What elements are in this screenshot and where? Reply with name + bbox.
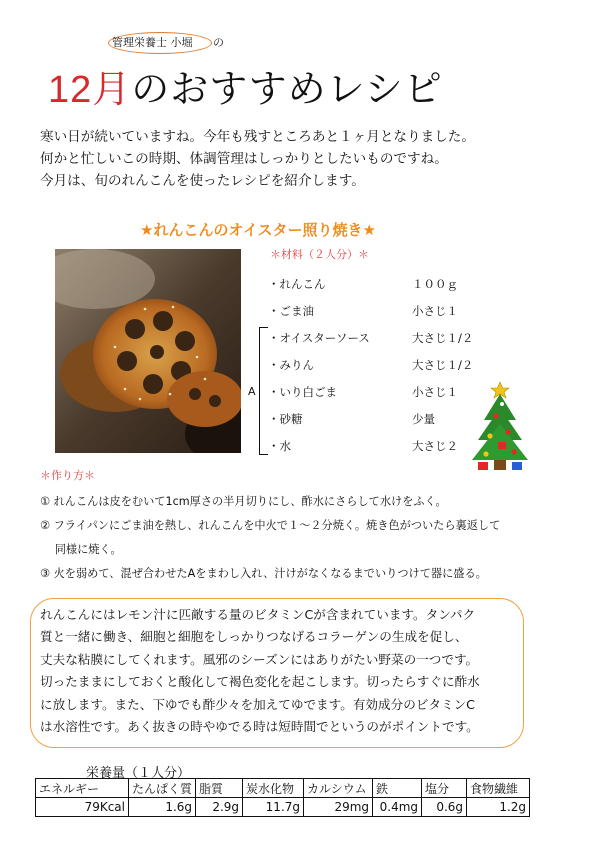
- title-rest: のおすすめレシピ: [131, 67, 443, 111]
- table-cell: 1.6g: [129, 798, 196, 817]
- intro-text: [40, 126, 475, 192]
- steps-heading: ＊作り方＊: [40, 469, 95, 482]
- ingredient-amount: 小さじ１: [412, 304, 458, 318]
- info-line: 切ったままにしておくと酸化して褐色変化を起こします。切ったらすぐに酢水: [40, 674, 480, 690]
- ingredient-name: ・れんこん: [268, 277, 326, 291]
- intro-line: 今月は、旬のれんこんを使ったレシピを紹介します。: [40, 173, 365, 189]
- table-header-cell: カルシウム: [304, 779, 373, 798]
- ingredient-name: ・ごま油: [268, 304, 314, 318]
- table-header-cell: 炭水化物: [243, 779, 304, 798]
- table-cell: 29mg: [304, 798, 373, 817]
- step-line: 同様に焼く。: [40, 543, 122, 556]
- info-text: [40, 604, 480, 738]
- table-cell: 0.6g: [422, 798, 467, 817]
- ingredient-amount: １００ｇ: [412, 277, 458, 291]
- info-line: れんこんにはレモン汁に匹敵する量のビタミンCが含まれています。タンパク: [40, 607, 476, 622]
- table-cell: 1.2g: [467, 798, 530, 817]
- table-cell: 11.7g: [243, 798, 304, 817]
- page-title: [48, 58, 443, 113]
- step-line: ② フライパンにごま油を熱し、れんこんを中火で１～２分焼く。焼き色がついたら裏返して: [40, 519, 501, 532]
- ingredient-amount: 大さじ２: [412, 439, 458, 453]
- group-label: A: [248, 385, 256, 398]
- ingredients-heading: ＊材料（２人分）＊: [270, 248, 369, 261]
- intro-line: 寒い日が続いていますね。今年も残すところあと１ヶ月となりました。: [40, 129, 475, 145]
- table-header-cell: 塩分: [422, 779, 467, 798]
- ingredient-name: ・いり白ごま: [268, 385, 337, 399]
- group-bracket: [259, 327, 268, 455]
- title-month: 12月: [48, 69, 132, 111]
- table-header-cell: 食物繊維: [467, 779, 530, 798]
- step-line: ① れんこんは皮をむいて1cm厚さの半月切りにし、酢水にさらして水けをふく。: [40, 495, 447, 508]
- ingredient-name: ・砂糖: [268, 412, 303, 426]
- step-line: ③ 火を弱めて、混ぜ合わせたAをまわし入れ、汁けがなくなるまでいりつけて器に盛る。: [40, 567, 487, 580]
- table-header-cell: エネルギー: [36, 779, 129, 798]
- table-cell: 2.9g: [196, 798, 243, 817]
- ingredient-amount: 大さじ１/２: [412, 358, 474, 372]
- nutrition-heading: 栄養量（１人分）: [86, 766, 191, 781]
- dish-photo: [55, 249, 241, 453]
- table-header-row: [36, 779, 530, 798]
- christmas-tree-icon: [468, 376, 532, 476]
- info-line: 質と一緒に働き、細胞と細胞をしっかりつなげるコラーゲンの生成を促し、: [40, 629, 468, 645]
- table-row: [36, 798, 530, 817]
- ingredient-amount: 大さじ１/２: [412, 331, 474, 345]
- ingredient-name: ・水: [268, 439, 291, 453]
- author-name: 管理栄養士 小堀: [112, 36, 193, 49]
- nutrition-table: [35, 778, 530, 817]
- ingredient-name: ・オイスターソース: [268, 331, 370, 345]
- info-line: は水溶性です。あく抜きの時やゆでる時は短時間でというのがポイントです。: [40, 718, 479, 734]
- table-cell: 79Kcal: [36, 798, 129, 817]
- table-header-cell: 鉄: [373, 779, 422, 798]
- intro-line: 何かと忙しいこの時期、体調管理はしっかりとしたいものですね。: [40, 151, 448, 167]
- info-line: に放します。また、下ゆでも酢少々を加えてゆでます。有効成分のビタミンC: [40, 696, 475, 712]
- table-header-cell: 脂質: [196, 779, 243, 798]
- table-header-cell: たんぱく質: [129, 779, 196, 798]
- ingredient-amount: 小さじ１: [412, 385, 458, 399]
- table-cell: 0.4mg: [373, 798, 422, 817]
- author-suffix: の: [213, 36, 224, 49]
- info-line: 丈夫な粘膜にしてくれます。風邪のシーズンにはありがたい野菜の一つです。: [40, 651, 479, 667]
- ingredient-amount: 少量: [412, 412, 435, 426]
- ingredient-name: ・みりん: [268, 358, 314, 372]
- recipe-title: ★れんこんのオイスター照り焼き★: [140, 221, 376, 239]
